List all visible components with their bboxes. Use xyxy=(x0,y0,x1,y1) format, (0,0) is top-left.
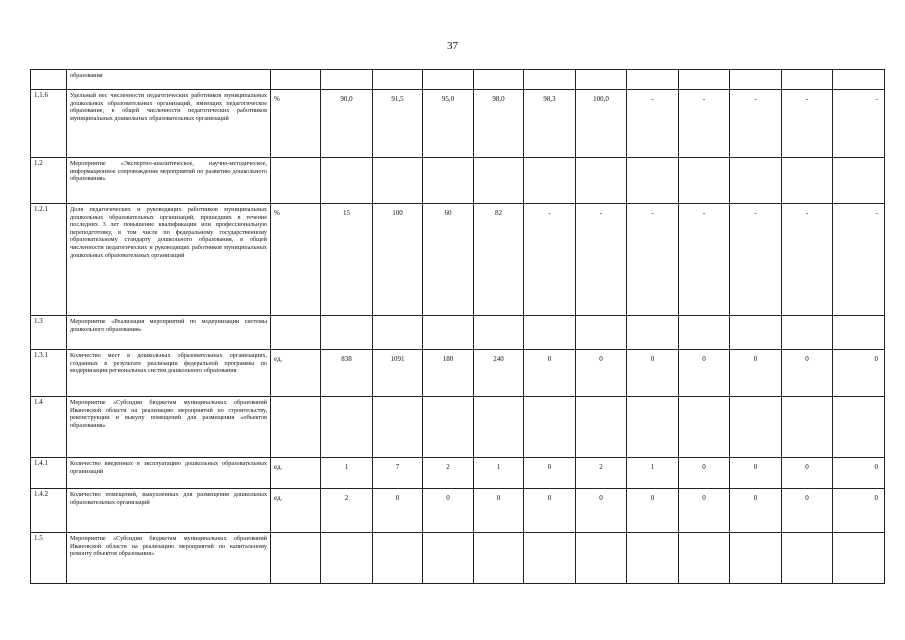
value-cell: 100,0 xyxy=(576,90,627,158)
value-cell xyxy=(474,316,524,350)
value-cell xyxy=(782,70,833,90)
value-cell xyxy=(833,70,885,90)
value-cell xyxy=(576,70,627,90)
value-cell xyxy=(373,397,423,458)
table-row xyxy=(31,350,885,397)
value-cell xyxy=(679,533,730,584)
value-cell xyxy=(627,158,679,204)
value-cell xyxy=(474,70,524,90)
value-cell: 0 xyxy=(679,350,730,397)
value-cell xyxy=(679,70,730,90)
value-cell: 2 xyxy=(576,458,627,489)
indicator-name: Количество введенных в эксплуатацию дошкольных образовательных организаций xyxy=(67,458,271,489)
value-cell: 0 xyxy=(730,350,782,397)
value-cell: 1 xyxy=(627,458,679,489)
value-cell: 0 xyxy=(373,489,423,533)
value-cell: - xyxy=(524,204,576,316)
value-cell: 90,0 xyxy=(321,90,373,158)
row-number: 1.1.6 xyxy=(31,90,67,158)
value-cell: - xyxy=(627,90,679,158)
value-cell: 1 xyxy=(474,458,524,489)
value-cell xyxy=(423,397,474,458)
value-cell xyxy=(524,397,576,458)
value-cell: 7 xyxy=(373,458,423,489)
table-row xyxy=(31,489,885,533)
value-cell xyxy=(833,533,885,584)
value-cell xyxy=(321,316,373,350)
value-cell: 82 xyxy=(474,204,524,316)
value-cell xyxy=(373,70,423,90)
value-cell xyxy=(833,316,885,350)
value-cell: 60 xyxy=(423,204,474,316)
value-cell xyxy=(730,158,782,204)
table-row xyxy=(31,90,885,158)
value-cell: 2 xyxy=(423,458,474,489)
value-cell: 0 xyxy=(627,350,679,397)
value-cell: 15 xyxy=(321,204,373,316)
value-cell: - xyxy=(782,90,833,158)
value-cell: - xyxy=(833,204,885,316)
unit-cell: ед. xyxy=(271,489,321,533)
value-cell: 98,0 xyxy=(474,90,524,158)
value-cell xyxy=(782,533,833,584)
value-cell xyxy=(627,70,679,90)
value-cell xyxy=(576,397,627,458)
value-cell xyxy=(423,70,474,90)
value-cell xyxy=(782,158,833,204)
value-cell: 0 xyxy=(730,489,782,533)
row-number: 1.4 xyxy=(31,397,67,458)
unit-cell xyxy=(271,316,321,350)
row-number: 1.3.1 xyxy=(31,350,67,397)
value-cell xyxy=(373,316,423,350)
value-cell xyxy=(576,533,627,584)
value-cell xyxy=(782,397,833,458)
value-cell: - xyxy=(627,204,679,316)
value-cell: 2 xyxy=(321,489,373,533)
value-cell: - xyxy=(782,204,833,316)
table-row xyxy=(31,533,885,584)
value-cell xyxy=(576,316,627,350)
table-row xyxy=(31,458,885,489)
unit-cell xyxy=(271,533,321,584)
value-cell xyxy=(524,158,576,204)
value-cell: - xyxy=(730,204,782,316)
table-row xyxy=(31,204,885,316)
value-cell: 0 xyxy=(474,489,524,533)
value-cell xyxy=(627,316,679,350)
value-cell: 95,0 xyxy=(423,90,474,158)
value-cell xyxy=(576,158,627,204)
unit-cell xyxy=(271,70,321,90)
value-cell: - xyxy=(576,204,627,316)
value-cell: 0 xyxy=(833,458,885,489)
value-cell xyxy=(373,158,423,204)
value-cell xyxy=(474,397,524,458)
value-cell xyxy=(474,533,524,584)
value-cell xyxy=(524,316,576,350)
indicator-name: Количество помещений, выкупленных для размещения дошкольных образовательных организаций xyxy=(67,489,271,533)
unit-cell: ед. xyxy=(271,458,321,489)
unit-cell: ед. xyxy=(271,350,321,397)
indicator-name: образования xyxy=(67,70,271,90)
value-cell xyxy=(321,533,373,584)
value-cell: - xyxy=(679,90,730,158)
value-cell xyxy=(833,158,885,204)
indicator-name: Мероприятие «Реализация мероприятий по модернизации системы дошкольного образования» xyxy=(67,316,271,350)
value-cell: 0 xyxy=(576,489,627,533)
indicator-name: Мероприятие «Субсидии бюджетам муниципальных образований Ивановской области на реализацию мероприятий по капитальному ремонту объектов образования» xyxy=(67,533,271,584)
value-cell: 240 xyxy=(474,350,524,397)
value-cell: 0 xyxy=(833,489,885,533)
value-cell: - xyxy=(679,204,730,316)
value-cell xyxy=(524,70,576,90)
row-number: 1.4.1 xyxy=(31,458,67,489)
indicators-table xyxy=(30,69,885,584)
row-number: 1.2 xyxy=(31,158,67,204)
value-cell: 0 xyxy=(524,489,576,533)
value-cell: - xyxy=(730,90,782,158)
value-cell xyxy=(730,70,782,90)
value-cell: 0 xyxy=(782,458,833,489)
value-cell: 0 xyxy=(833,350,885,397)
value-cell xyxy=(627,533,679,584)
value-cell xyxy=(423,533,474,584)
unit-cell xyxy=(271,158,321,204)
row-number: 1.4.2 xyxy=(31,489,67,533)
table-row xyxy=(31,158,885,204)
value-cell: 0 xyxy=(679,489,730,533)
value-cell xyxy=(373,533,423,584)
value-cell: 1 xyxy=(321,458,373,489)
row-number: 1.2.1 xyxy=(31,204,67,316)
indicator-name: Удельный вес численности педагогических работников муниципальных дошкольных образовательных организаций, имеющих педагогическое образование, в общей численности педагогических работников муниципальных дошкольных образовательных организаций xyxy=(67,90,271,158)
value-cell xyxy=(474,158,524,204)
value-cell: 180 xyxy=(423,350,474,397)
indicator-name: Количество мест в дошкольных образовательных организациях, созданных в результате реализации федеральной программы по модернизации региональных систем дошкольного образования xyxy=(67,350,271,397)
table-row xyxy=(31,316,885,350)
value-cell xyxy=(679,316,730,350)
unit-cell: % xyxy=(271,90,321,158)
value-cell: 0 xyxy=(627,489,679,533)
value-cell: 91,5 xyxy=(373,90,423,158)
value-cell xyxy=(423,158,474,204)
row-number xyxy=(31,70,67,90)
row-number: 1.3 xyxy=(31,316,67,350)
value-cell xyxy=(679,158,730,204)
unit-cell: % xyxy=(271,204,321,316)
value-cell: 1091 xyxy=(373,350,423,397)
value-cell xyxy=(782,316,833,350)
value-cell xyxy=(321,397,373,458)
value-cell: 0 xyxy=(679,458,730,489)
value-cell: 98,3 xyxy=(524,90,576,158)
value-cell: - xyxy=(833,90,885,158)
value-cell xyxy=(321,158,373,204)
indicator-name: Доля педагогических и руководящих работников муниципальных дошкольных образовательных организаций, прошедших в течение последних 3 лет повышение квалификации или профессиональную переподготовку, в том числе по федеральному государственному образовательному стандарту дошкольного образования, в общей численности педагогических и руководящих работников муниципальных дошкольных образовательных организаций xyxy=(67,204,271,316)
value-cell: 0 xyxy=(524,458,576,489)
value-cell: 0 xyxy=(423,489,474,533)
value-cell xyxy=(730,533,782,584)
value-cell xyxy=(730,316,782,350)
value-cell xyxy=(679,397,730,458)
indicator-name: Мероприятие «Субсидии бюджетам муниципальных образований Ивановской области на реализацию мероприятий по строительству, реконструкции и выкупу помещений для размещения «объектов образования» xyxy=(67,397,271,458)
value-cell xyxy=(833,397,885,458)
value-cell: 0 xyxy=(730,458,782,489)
table-row xyxy=(31,70,885,90)
value-cell xyxy=(321,70,373,90)
unit-cell xyxy=(271,397,321,458)
value-cell xyxy=(423,316,474,350)
row-number: 1.5 xyxy=(31,533,67,584)
value-cell: 838 xyxy=(321,350,373,397)
page-number: 37 xyxy=(447,40,458,52)
value-cell: 0 xyxy=(782,350,833,397)
value-cell: 0 xyxy=(524,350,576,397)
indicator-name: Мероприятие «Экспертно-аналитическое, научно-методическое, информационное сопровождение мероприятий по развитию дошкольного образования» xyxy=(67,158,271,204)
table-row xyxy=(31,397,885,458)
value-cell xyxy=(627,397,679,458)
value-cell: 100 xyxy=(373,204,423,316)
value-cell: 0 xyxy=(576,350,627,397)
value-cell: 0 xyxy=(782,489,833,533)
value-cell xyxy=(524,533,576,584)
value-cell xyxy=(730,397,782,458)
